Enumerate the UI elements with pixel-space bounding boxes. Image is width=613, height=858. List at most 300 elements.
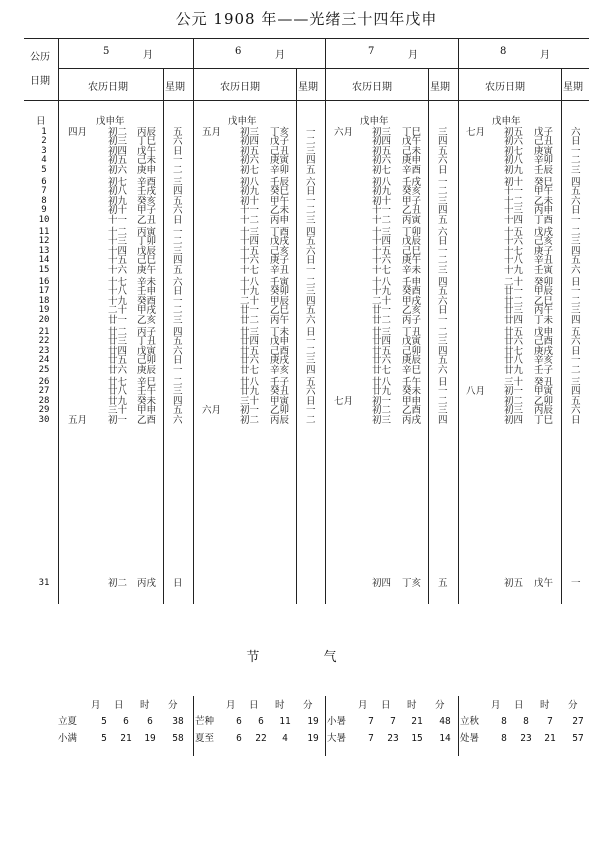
weekday: 五 — [306, 377, 316, 388]
weekday: 一 — [571, 355, 581, 367]
jieqi-value: 48 — [439, 716, 451, 727]
ganzhi: 丁未 — [534, 314, 554, 326]
ganzhi: 乙亥 — [137, 314, 157, 326]
jieqi-value: 5 — [101, 733, 107, 744]
day-number: 21 — [38, 327, 50, 337]
lunar-day: 初三 — [372, 414, 392, 426]
jieqi-value: 57 — [572, 733, 584, 744]
weekday: 六 — [173, 345, 183, 357]
jieqi-header: 时 — [407, 700, 417, 711]
lunar-day: 廿九 — [372, 386, 392, 398]
lunar-day: 十九 — [372, 286, 392, 298]
jieqi-value: 7 — [368, 716, 374, 727]
weekday: 日 — [306, 255, 316, 267]
jieqi-value: 8 — [501, 733, 507, 744]
lunar-day: 十六 — [108, 264, 128, 276]
weekday: 三 — [173, 177, 183, 188]
lunar-day: 初三 — [372, 127, 392, 138]
ganzhi: 甲寅 — [270, 395, 290, 407]
weekday: 六 — [173, 205, 183, 217]
weekday: 六 — [571, 405, 581, 417]
lunar-day: 十四 — [108, 245, 128, 257]
ganzhi: 壬戌 — [402, 177, 422, 188]
weekday: 三 — [306, 214, 316, 226]
weekday: 一 — [173, 364, 183, 376]
jieqi-header: 时 — [275, 700, 285, 711]
weekday: 四 — [173, 395, 183, 407]
ganzhi: 乙卯 — [270, 405, 290, 417]
lunar-day: 初五 — [504, 578, 524, 589]
ganzhi: 戊子 — [534, 127, 554, 138]
jieqi-title: 节 气 — [246, 650, 367, 665]
day-number: 11 — [38, 227, 50, 237]
day-number: 13 — [38, 245, 50, 256]
ganzhi: 丙寅 — [402, 214, 422, 226]
lunar-day: 十三 — [108, 236, 128, 248]
weekday: 四 — [438, 277, 448, 288]
riqi-label: 日期 — [30, 76, 50, 87]
ganzhi: 癸亥 — [137, 195, 157, 207]
ganzhi: 壬申 — [402, 277, 422, 288]
ganzhi: 丁酉 — [534, 214, 554, 226]
jieqi-value: 15 — [411, 733, 423, 744]
year-label: 戊申年 — [96, 116, 125, 127]
weekday: 六 — [438, 364, 448, 376]
jieqi-name: 夏至 — [195, 733, 215, 744]
weekday: 五 — [173, 195, 183, 207]
weekday: 四 — [438, 414, 448, 426]
lunar-day: 十五 — [372, 245, 392, 257]
lunar-day: 十七 — [504, 245, 524, 257]
ganzhi: 壬午 — [402, 377, 422, 388]
weekday: 一 — [306, 336, 316, 348]
jieqi-value: 6 — [236, 733, 242, 744]
ganzhi: 甲寅 — [534, 386, 554, 398]
ganzhi: 庚辰 — [137, 364, 157, 376]
weekday: 一 — [306, 264, 316, 276]
weekday: 三 — [571, 305, 581, 317]
jieqi-value: 7 — [368, 733, 374, 744]
ganzhi: 乙未 — [270, 205, 290, 217]
weekday: 五 — [173, 264, 183, 276]
weekday: 一 — [571, 214, 581, 226]
weekday: 二 — [438, 255, 448, 267]
lunar-day: 初五 — [108, 155, 128, 167]
ganzhi: 戊午 — [402, 136, 422, 148]
day-number: 6 — [41, 177, 47, 187]
day-number: 27 — [38, 386, 50, 397]
weekday: 六 — [173, 277, 183, 288]
day-number: 24 — [38, 355, 50, 366]
ganzhi: 庚申 — [137, 164, 157, 176]
weekday: 六 — [571, 195, 581, 207]
ganzhi: 甲戌 — [137, 305, 157, 317]
weekday: 二 — [306, 277, 316, 288]
jieqi-value: 21 — [544, 733, 556, 744]
ganzhi: 戊戌 — [270, 236, 290, 248]
jieqi-value: 7 — [390, 716, 396, 727]
weekday: 日 — [438, 164, 448, 176]
lunar-day: 廿二 — [240, 314, 260, 326]
jieqi-value: 4 — [282, 733, 288, 744]
weekday: 六 — [306, 177, 316, 188]
lunar-day: 廿四 — [240, 336, 260, 348]
jieqi-value: 19 — [307, 716, 319, 727]
ganzhi: 戊寅 — [137, 345, 157, 357]
lunar-day: 廿九 — [240, 386, 260, 398]
month-number: 6 — [235, 46, 242, 57]
weekday: 二 — [571, 295, 581, 307]
lunar-day: 初二 — [240, 414, 260, 426]
year-label: 戊申年 — [492, 116, 521, 127]
lunar-day: 二十 — [108, 305, 128, 317]
ganzhi: 癸丑 — [534, 377, 554, 388]
ganzhi: 辛未 — [402, 264, 422, 276]
weekday: 五 — [438, 214, 448, 226]
day-number: 3 — [41, 145, 47, 156]
jieqi-value: 6 — [258, 716, 264, 727]
ganzhi: 癸酉 — [137, 295, 157, 307]
lunar-day: 初十 — [372, 195, 392, 207]
weekday: 日 — [571, 205, 581, 217]
lunar-day: 初九 — [504, 164, 524, 176]
weekday: 一 — [571, 286, 581, 298]
ganzhi: 癸丑 — [270, 386, 290, 398]
lunar-month: 四月 — [68, 127, 88, 138]
ganzhi: 丙寅 — [137, 227, 157, 238]
ganzhi: 庚寅 — [534, 145, 554, 157]
jieqi-divider — [325, 696, 326, 756]
lunar-day: 初四 — [240, 136, 260, 148]
lunar-day: 十九 — [108, 295, 128, 307]
jieqi-header: 时 — [140, 700, 150, 711]
lunar-day: 初十 — [240, 195, 260, 207]
lunar-day: 二十 — [240, 295, 260, 307]
lunar-day: 初十 — [108, 205, 128, 217]
ganzhi: 癸亥 — [402, 186, 422, 198]
xingqi-header: 星期 — [563, 82, 583, 93]
weekday: 三 — [173, 386, 183, 398]
weekday: 日 — [438, 377, 448, 388]
ganzhi: 戊戌 — [534, 227, 554, 238]
lunar-day: 初七 — [372, 164, 392, 176]
lunar-day: 初二 — [108, 127, 128, 138]
weekday: 五 — [438, 145, 448, 157]
weekday: 二 — [571, 227, 581, 238]
lunar-day: 初十 — [504, 177, 524, 188]
weekday: 五 — [571, 395, 581, 407]
ganzhi: 丙申 — [534, 205, 554, 217]
lunar-day: 廿一 — [240, 305, 260, 317]
ganzhi: 丁酉 — [270, 227, 290, 238]
day-number: 30 — [38, 414, 50, 425]
lunar-day: 十七 — [108, 277, 128, 288]
ganzhi: 己未 — [137, 155, 157, 167]
ganzhi: 丁丑 — [137, 336, 157, 348]
ganzhi: 甲申 — [137, 405, 157, 417]
ganzhi: 癸酉 — [402, 286, 422, 298]
ganzhi: 甲申 — [402, 395, 422, 407]
weekday: 二 — [438, 327, 448, 338]
lunar-day: 十九 — [504, 264, 524, 276]
jieqi-value: 22 — [255, 733, 267, 744]
ganzhi: 乙丑 — [137, 214, 157, 226]
ganzhi: 甲子 — [137, 205, 157, 217]
jieqi-value: 14 — [439, 733, 451, 744]
ganzhi: 甲辰 — [534, 286, 554, 298]
lunar-day: 初八 — [108, 186, 128, 198]
ganzhi: 庚辰 — [402, 355, 422, 367]
ganzhi: 庚寅 — [270, 155, 290, 167]
lunar-month: 七月 — [466, 127, 486, 138]
nongli-header: 农历日期 — [88, 82, 128, 93]
lunar-day: 廿七 — [372, 364, 392, 376]
ganzhi: 戊辰 — [402, 236, 422, 248]
ganzhi: 庚子 — [534, 245, 554, 257]
ganzhi: 辛丑 — [534, 255, 554, 267]
lunar-day: 廿四 — [504, 314, 524, 326]
lunar-day: 初六 — [504, 136, 524, 148]
ganzhi: 癸巳 — [270, 186, 290, 198]
lunar-day: 廿六 — [108, 364, 128, 376]
day-number: 1 — [41, 127, 47, 137]
ri-label: 日 — [36, 116, 46, 127]
jieqi-header: 日 — [114, 700, 124, 711]
lunar-day: 初三 — [504, 405, 524, 417]
ganzhi: 己未 — [402, 145, 422, 157]
ganzhi: 庚午 — [137, 264, 157, 276]
weekday: 四 — [306, 227, 316, 238]
weekday: 四 — [438, 136, 448, 148]
ganzhi: 壬寅 — [534, 264, 554, 276]
lunar-day: 十七 — [372, 264, 392, 276]
weekday: 三 — [438, 405, 448, 417]
weekday: 三 — [173, 245, 183, 257]
weekday: 一 — [438, 314, 448, 326]
lunar-day: 廿七 — [240, 364, 260, 376]
weekday: 五 — [306, 164, 316, 176]
ganzhi: 丙戌 — [137, 578, 157, 589]
weekday: 五 — [438, 355, 448, 367]
lunar-day: 初八 — [372, 177, 392, 188]
weekday: 四 — [571, 386, 581, 398]
ganzhi: 乙酉 — [137, 414, 157, 426]
lunar-day: 廿六 — [504, 336, 524, 348]
lunar-day: 十二 — [108, 227, 128, 238]
lunar-day: 十一 — [504, 186, 524, 198]
lunar-day: 十二 — [504, 195, 524, 207]
weekday: 六 — [438, 295, 448, 307]
jieqi-value: 6 — [123, 716, 129, 727]
lunar-month: 六月 — [334, 127, 354, 138]
lunar-day: 初一 — [108, 414, 128, 426]
ganzhi: 壬戌 — [137, 186, 157, 198]
jieqi-header: 分 — [303, 700, 313, 711]
jieqi-divider — [193, 696, 194, 756]
lunar-month: 五月 — [68, 414, 88, 426]
lunar-day: 廿三 — [372, 327, 392, 338]
ganzhi: 戊子 — [270, 136, 290, 148]
ganzhi: 庚戌 — [270, 355, 290, 367]
ganzhi: 癸未 — [137, 395, 157, 407]
lunar-day: 初五 — [240, 145, 260, 157]
lunar-day: 十二 — [372, 214, 392, 226]
ganzhi: 壬辰 — [534, 164, 554, 176]
weekday: 五 — [173, 405, 183, 417]
ganzhi: 丁丑 — [402, 327, 422, 338]
ganzhi: 乙巳 — [270, 305, 290, 317]
weekday: 三 — [173, 314, 183, 326]
lunar-day: 十四 — [372, 236, 392, 248]
weekday: 一 — [438, 245, 448, 257]
day-number: 7 — [41, 186, 47, 197]
weekday: 四 — [306, 364, 316, 376]
lunar-day: 二十 — [372, 295, 392, 307]
ganzhi: 乙亥 — [402, 305, 422, 317]
lunar-day: 十八 — [108, 286, 128, 298]
weekday: 二 — [173, 377, 183, 388]
weekday: 日 — [438, 305, 448, 317]
jieqi-header: 分 — [168, 700, 178, 711]
day-number: 23 — [38, 345, 50, 356]
lunar-day: 十二 — [240, 214, 260, 226]
lunar-day: 二十 — [504, 277, 524, 288]
weekday: 三 — [571, 236, 581, 248]
ganzhi: 辛酉 — [402, 164, 422, 176]
lunar-day: 廿八 — [108, 386, 128, 398]
lunar-day: 三十 — [108, 405, 128, 417]
month-suffix: 月 — [143, 50, 153, 61]
jieqi-value: 19 — [144, 733, 156, 744]
weekday: 二 — [438, 186, 448, 198]
day-number: 9 — [41, 205, 47, 216]
jieqi-divider — [458, 696, 459, 756]
day-number: 26 — [38, 377, 50, 387]
ganzhi: 乙未 — [534, 195, 554, 207]
weekday: 三 — [438, 195, 448, 207]
nongli-header: 农历日期 — [352, 82, 392, 93]
weekday: 日 — [438, 236, 448, 248]
ganzhi: 壬申 — [137, 286, 157, 298]
month-number: 5 — [103, 46, 110, 57]
jieqi-header: 日 — [514, 700, 524, 711]
day-number: 10 — [38, 214, 50, 225]
weekday: 四 — [438, 205, 448, 217]
ganzhi: 辛未 — [137, 277, 157, 288]
lunar-day: 十一 — [372, 205, 392, 217]
lunar-day: 十九 — [240, 286, 260, 298]
ganzhi: 辛亥 — [270, 364, 290, 376]
weekday: 六 — [306, 245, 316, 257]
ganzhi: 己酉 — [270, 345, 290, 357]
lunar-day: 十四 — [504, 214, 524, 226]
jieqi-value: 21 — [411, 716, 423, 727]
ganzhi: 丙子 — [137, 327, 157, 338]
lunar-day: 廿五 — [504, 327, 524, 338]
lunar-day: 廿九 — [504, 364, 524, 376]
weekday: 六 — [571, 264, 581, 276]
weekday: 六 — [306, 314, 316, 326]
ganzhi: 丁巳 — [402, 127, 422, 138]
weekday: 五 — [571, 255, 581, 267]
day-number: 14 — [38, 255, 50, 266]
lunar-day: 初八 — [240, 177, 260, 188]
ganzhi: 戊辰 — [137, 245, 157, 257]
jieqi-value: 38 — [172, 716, 184, 727]
lunar-day: 十六 — [240, 255, 260, 267]
ganzhi: 丙辰 — [534, 405, 554, 417]
month-suffix: 月 — [275, 50, 285, 61]
lunar-day: 廿二 — [372, 314, 392, 326]
ganzhi: 甲午 — [270, 195, 290, 207]
ganzhi: 庚申 — [402, 155, 422, 167]
weekday: 二 — [306, 205, 316, 217]
lunar-day: 十六 — [372, 255, 392, 267]
lunar-day: 十四 — [240, 236, 260, 248]
lunar-day: 廿五 — [372, 345, 392, 357]
weekday: 三 — [438, 127, 448, 138]
weekday: 六 — [306, 386, 316, 398]
lunar-day: 廿一 — [372, 305, 392, 317]
lunar-month: 五月 — [202, 127, 222, 138]
jieqi-name: 处暑 — [460, 733, 480, 744]
weekday: 二 — [438, 395, 448, 407]
jieqi-value: 5 — [101, 716, 107, 727]
gongli-label: 公历 — [30, 52, 50, 63]
table-top-rule — [24, 38, 589, 39]
nongli-header: 农历日期 — [485, 82, 525, 93]
weekday: 日 — [306, 186, 316, 198]
ganzhi: 乙巳 — [534, 295, 554, 307]
lunar-day: 初七 — [108, 177, 128, 188]
weekday: 五 — [173, 127, 183, 138]
weekday: 日 — [306, 395, 316, 407]
weekday: 四 — [173, 186, 183, 198]
day-number: 8 — [41, 195, 47, 206]
weekday: 五 — [306, 236, 316, 248]
day-number: 16 — [38, 277, 50, 287]
month-col-divider — [325, 38, 326, 604]
lunar-day: 初六 — [240, 155, 260, 167]
day-number: 31 — [38, 578, 50, 588]
jieqi-header: 月 — [491, 700, 501, 711]
weekday: 六 — [438, 227, 448, 238]
day-number: 12 — [38, 236, 50, 247]
weekday: 六 — [438, 155, 448, 167]
month-col-divider — [193, 38, 194, 604]
lunar-month: 六月 — [202, 405, 222, 417]
header-bottom-rule — [24, 100, 589, 101]
weekday: 二 — [173, 236, 183, 248]
weekday: 日 — [173, 214, 183, 226]
weekday-col-divider — [561, 68, 562, 604]
day-number: 4 — [41, 155, 47, 166]
weekday: 日 — [306, 327, 316, 338]
lunar-day: 十八 — [240, 277, 260, 288]
weekday: 六 — [173, 136, 183, 148]
lunar-day: 初七 — [504, 145, 524, 157]
weekday: 一 — [306, 127, 316, 138]
ganzhi: 壬午 — [137, 386, 157, 398]
ganzhi: 戊申 — [270, 336, 290, 348]
nongli-header: 农历日期 — [220, 82, 260, 93]
xingqi-header: 星期 — [165, 82, 185, 93]
lunar-day: 初八 — [504, 155, 524, 167]
lunar-day: 初九 — [372, 186, 392, 198]
jieqi-value: 8 — [523, 716, 529, 727]
lunar-day: 初一 — [372, 395, 392, 407]
ganzhi: 庚子 — [270, 255, 290, 267]
